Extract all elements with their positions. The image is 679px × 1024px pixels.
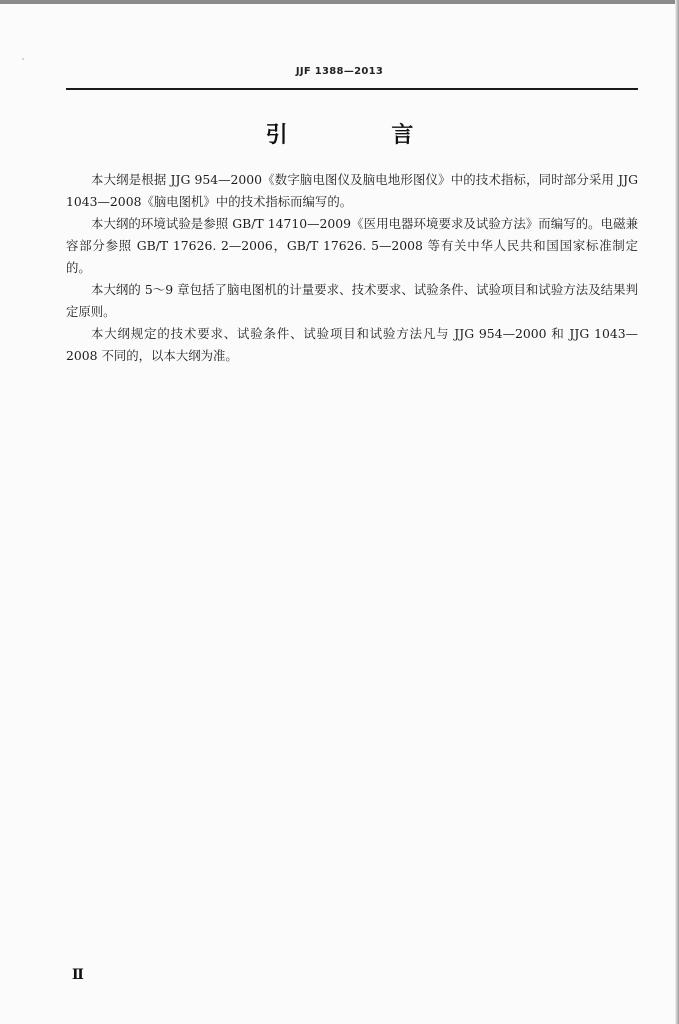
paragraph: 本大纲规定的技术要求、试验条件、试验项目和试验方法凡与 JJG 954—2000 和 JJG 1043—2008 不同的，以本大纲为准。 (66, 326, 638, 363)
paragraph: 本大纲的环境试验是参照 GB/T 14710—2009《医用电器环境要求及试验方法》而编写的。电磁兼容部分参照 GB/T 17626. 2—2006，GB/T 17626. 5—2008 等有关中华人民共和国国家标准制定的。 (66, 216, 638, 275)
scan-speck (22, 58, 24, 60)
page-number: Ⅱ (72, 967, 84, 983)
running-header-code: JJF 1388—2013 (295, 66, 384, 77)
scan-top-edge (0, 0, 679, 4)
header-rule (66, 88, 638, 90)
section-title: 引 言 (265, 123, 462, 148)
body-text (66, 169, 638, 367)
scan-right-edge (675, 0, 679, 1024)
paragraph: 本大纲是根据 JJG 954—2000《数字脑电图仪及脑电地形图仪》中的技术指标，同时部分采用 JJG 1043—2008《脑电图机》中的技术指标而编写的。 (66, 172, 638, 209)
paragraph: 本大纲的 5～9 章包括了脑电图机的计量要求、技术要求、试验条件、试验项目和试验方法及结果判定原则。 (66, 282, 638, 319)
